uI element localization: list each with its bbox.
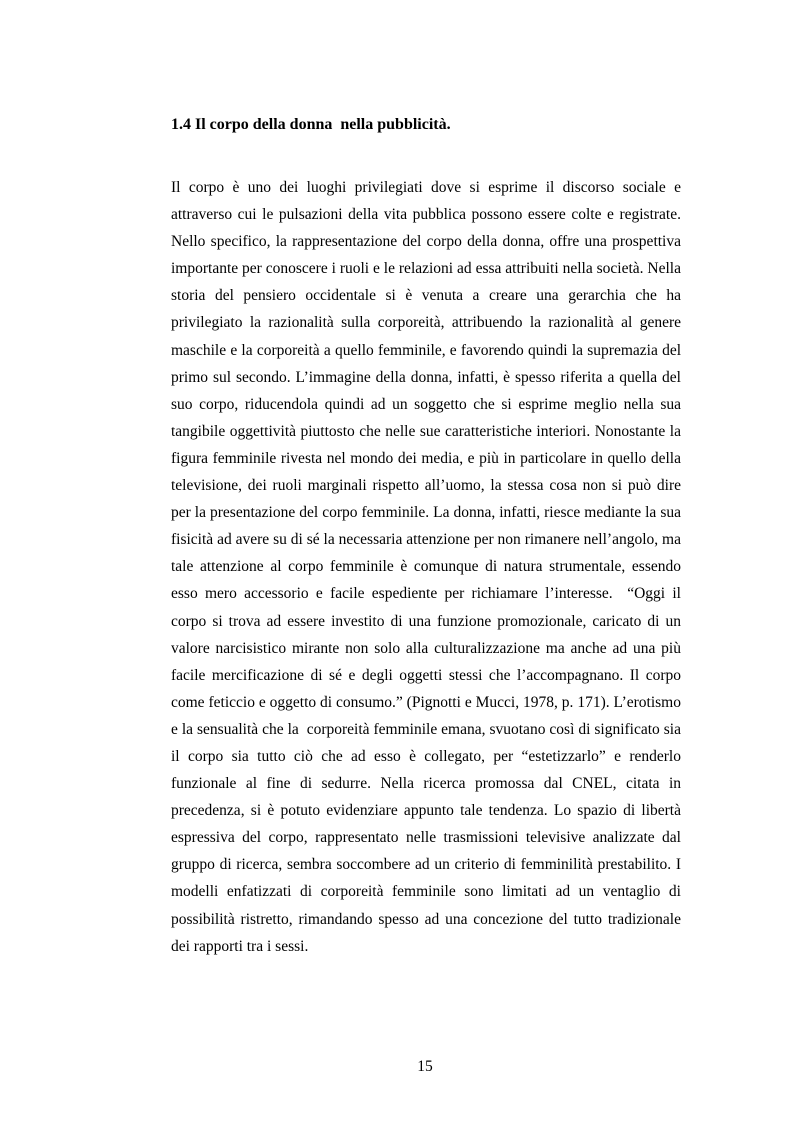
page-number: 15 — [417, 1058, 433, 1075]
body-paragraph: Il corpo è uno dei luoghi privilegiati dove si esprime il discorso sociale e attraverso cui le pulsazioni della vita pubblica possono essere colte e registrate. Nello specifico, la rappresentazione del corpo della donna, offre una prospettiva importante per conoscere i ruoli e le relazioni ad essa attribuiti nella società. Nella storia del pensiero occidentale si è venuta a creare una gerarchia che ha privilegiato la razionalità sulla corporeità, attribuendo la razionalità al genere maschile e la corporeità a quello femminile, e favorendo quindi la supremazia del primo sul secondo. L’immagine della donna, infatti, è spesso riferita a quella del suo corpo, riducendola quindi ad un soggetto che si esprime meglio nella sua tangibile oggettività piuttosto che nelle sue caratteristiche interiori. Nonostante la figura femminile rivesta nel mondo dei media, e più in particolare in quello della televisione, dei ruoli marginali rispetto all’uomo, la stessa cosa non si può dire per la presentazione del corpo femminile. La donna, infatti, riesce mediante la sua fisicità ad avere su di sé la necessaria attenzione per non rimanere nell’angolo, ma tale attenzione al corpo femminile è comunque di natura strumentale, essendo esso mero accessorio e facile espediente per richiamare l’interesse. “Oggi il corpo si trova ad essere investito di una funzione promozionale, caricato di un valore narcisistico mirante non solo alla culturalizzazione ma anche ad una più facile mercificazione di sé e degli oggetti stessi che l’accompagnano. Il corpo come feticcio e oggetto di consumo.” (Pignotti e Mucci, 1978, p. 171). L’erotismo e la sensualità che la corporeità femminile emana, svuotano così di significato sia il corpo sia tutto ciò che ad esso è collegato, per “estetizzarlo” e renderlo funzionale al fine di sedurre. Nella ricerca promossa dal CNEL, citata in precedenza, si è potuto evidenziare appunto tale tendenza. Lo spazio di libertà espressiva del corpo, rappresentato nelle trasmissioni televisive analizzate dal gruppo di ricerca, sembra soccombere ad un criterio di femminilità prestabilito. I modelli enfatizzati di corporeità femminile sono limitati ad un ventaglio di possibilità ristretto, rimandando spesso ad una concezione del tutto tradizionale dei rapporti tra i sessi. — [171, 179, 685, 955]
section-heading: 1.4 Il corpo della donna nella pubblicità. — [171, 116, 451, 133]
